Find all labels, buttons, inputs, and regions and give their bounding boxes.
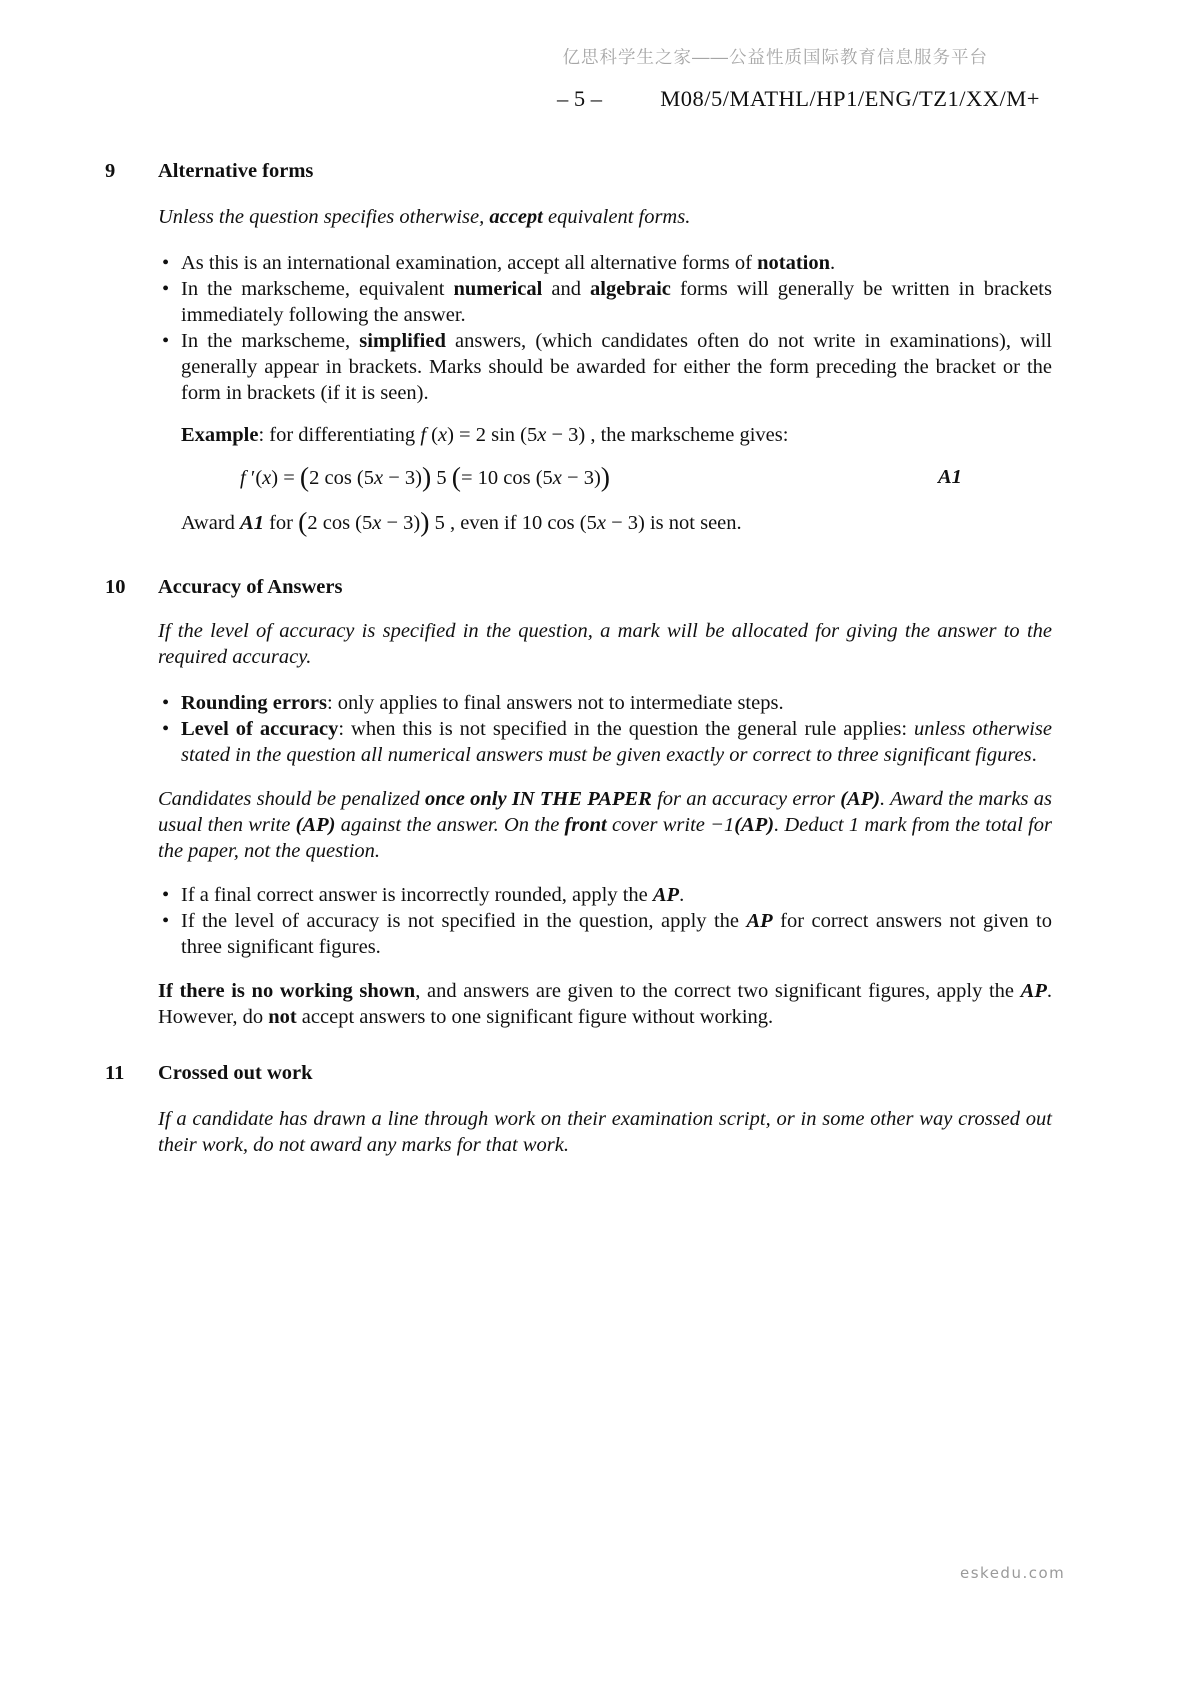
mark-label: A1 <box>938 466 962 488</box>
section-9-number: 9 <box>105 160 116 182</box>
section-9-heading <box>105 158 1052 184</box>
section-11-title: Crossed out work <box>158 1062 313 1084</box>
bullet-item: • Rounding errors: only applies to final answers not to intermediate steps. <box>105 690 1052 716</box>
document-code: M08/5/MATHL/HP1/ENG/TZ1/XX/M+ <box>660 86 1040 111</box>
section-11-number: 11 <box>105 1062 125 1084</box>
section-10-number: 10 <box>105 576 126 598</box>
bullet-item: • If a final correct answer is incorrectly rounded, apply the AP. <box>105 882 1052 908</box>
penalty-paragraph: Candidates should be penalized once only IN THE PAPER for an accuracy error (AP). Award the marks as usual then write (AP) against the answer. On the front cover write −1(AP). Deduct 1 mark from the total for the paper, not the question. <box>158 788 1053 862</box>
section-10-title: Accuracy of Answers <box>158 576 343 598</box>
section-11-heading <box>105 1060 1052 1086</box>
site-banner: 亿思科学生之家——公益性质国际教育信息服务平台 <box>562 47 988 67</box>
bullet-item: • Level of accuracy: when this is not specified in the question the general rule applies: unless otherwise stated in the question all numerical answers must be given exactly or correct to three significant figures. <box>105 716 1052 768</box>
watermark: eskedu.com <box>960 1564 1066 1582</box>
no-working-paragraph: If there is no working shown, and answers are given to the correct two significant figures, apply the AP. However, do not accept answers to one significant figure without working. <box>158 980 1052 1028</box>
section-10-bullet-list-1 <box>105 690 1052 768</box>
section-10-bullet-list-2 <box>105 882 1052 960</box>
section-10-heading <box>105 574 1052 600</box>
bullet-item: • As this is an international examination, accept all alternative forms of notation. <box>105 250 1052 276</box>
display-math-line <box>105 462 1052 493</box>
example-line: Example: for differentiating f (x) = 2 sin (5x − 3) , the markscheme gives: <box>181 424 789 446</box>
bullet-item: • If the level of accuracy is not specified in the question, apply the AP for correct answers not given to three significant figures. <box>105 908 1052 960</box>
bullet-item: • In the markscheme, equivalent numerical and algebraic forms will generally be written in brackets immediately following the answer. <box>105 276 1052 328</box>
document-body <box>105 158 1052 1158</box>
bullet-item: • In the markscheme, simplified answers, (which candidates often do not write in examinations), will generally appear in brackets. Marks should be awarded for either the form preceding the bracket or the form in brackets (if it is seen). <box>105 328 1052 406</box>
award-line: Award A1 for (2 cos (5x − 3)) 5 , even if 10 cos (5x − 3) is not seen. <box>181 506 742 537</box>
page-header <box>105 86 1040 116</box>
section-9-intro: Unless the question specifies otherwise, accept equivalent forms. <box>158 206 691 228</box>
section-9-title: Alternative forms <box>158 160 314 182</box>
section-11-paragraph: If a candidate has drawn a line through work on their examination script, or in some other way crossed out their work, do not award any marks for that work. <box>158 1108 1052 1156</box>
math-expression: f ′(x) = (2 cos (5x − 3)) 5 (= 10 cos (5x − 3)) <box>240 461 611 492</box>
page-number: – 5 – <box>557 86 602 111</box>
section-9-bullet-list <box>105 250 1052 406</box>
section-10-intro: If the level of accuracy is specified in the question, a mark will be allocated for giving the answer to the required accuracy. <box>158 620 1052 668</box>
